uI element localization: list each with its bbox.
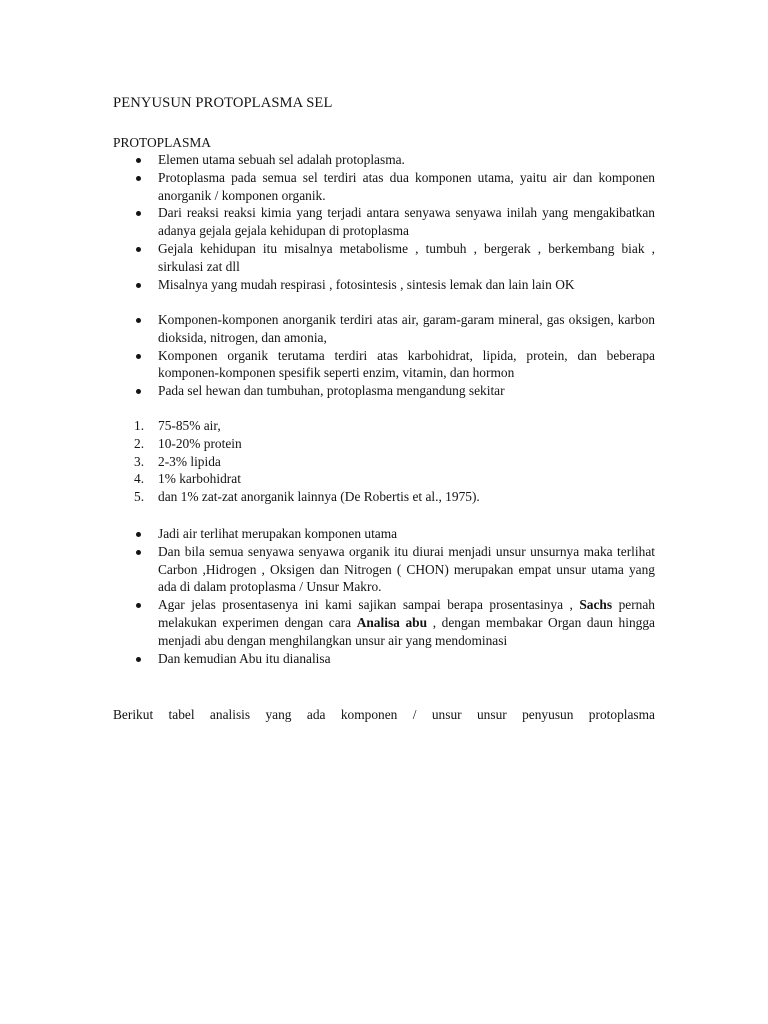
list-item: Komponen organik terutama terdiri atas karbohidrat, lipida, protein, dan beberapa komponen-komponen spesifik seperti enzim, vitamin, dan hormon <box>113 347 655 383</box>
numbered-list-container <box>113 417 655 506</box>
item-text: Agar jelas prosentasenya ini kami sajikan sampai berapa prosentasinya , <box>158 597 573 613</box>
item-number: 5. <box>134 489 145 505</box>
bullet-list-2-container <box>113 311 655 400</box>
item-text: , dengan membakar Organ daun hingga menjadi abu dengan menghilangkan unsur air yang mendominasi <box>158 614 655 648</box>
list-item: Jadi air terlihat merupakan komponen utama <box>113 525 655 543</box>
numbered-item <box>113 453 655 471</box>
list-item: Dari reaksi reaksi kimia yang terjadi antara senyawa senyawa inilah yang mengakibatkan adanya gejala gejala kehidupan di protoplasma <box>113 204 655 240</box>
closing-paragraph: Berikut tabel analisis yang ada komponen / unsur unsur penyusun protoplasma <box>113 707 655 722</box>
item-text: 10-20% protein <box>158 435 242 451</box>
list-item: Elemen utama sebuah sel adalah protoplasma. <box>113 151 655 169</box>
item-text: 75-85% air, <box>158 418 221 433</box>
list-item: Dan bila semua senyawa senyawa organik itu diurai menjadi unsur unsurnya maka terlihat Carbon ,Hidrogen , Oksigen dan Nitrogen ( CHON) merupakan empat unsur utama yang ada di dalam protoplasma / Unsur Makro. <box>113 543 655 596</box>
item-number: 3. <box>134 453 145 469</box>
section-heading: PROTOPLASMA <box>113 135 211 150</box>
list-item: Komponen-komponen anorganik terdiri atas air, garam-garam mineral, gas oksigen, karbon dioksida, nitrogen, dan amonia, <box>113 311 655 347</box>
bold-term-sachs: Sachs <box>579 597 613 613</box>
bullet-list-3-container <box>113 525 655 667</box>
list-item: Pada sel hewan dan tumbuhan, protoplasma mengandung sekitar <box>113 382 655 400</box>
bold-term-analisa-abu: Analisa abu <box>356 614 428 630</box>
item-number: 1. <box>134 418 145 433</box>
item-text: pernah melakukan experimen dengan cara <box>158 597 655 630</box>
numbered-item <box>113 470 655 488</box>
page-title: PENYUSUN PROTOPLASMA SEL <box>113 95 333 111</box>
item-number: 4. <box>134 471 145 487</box>
bullet-list-1-container <box>113 151 655 293</box>
list-item: Dan kemudian Abu itu dianalisa <box>113 650 655 668</box>
item-text: 1% karbohidrat <box>158 471 241 487</box>
item-number: 2. <box>134 435 145 451</box>
numbered-item <box>113 417 655 435</box>
list-item <box>113 596 655 649</box>
bullet-list-1 <box>113 151 655 293</box>
numbered-item <box>113 488 655 506</box>
item-text: dan 1% zat-zat anorganik lainnya (De Robertis et al., 1975). <box>158 489 480 505</box>
list-item: Gejala kehidupan itu misalnya metabolisme , tumbuh , bergerak , berkembang biak , sirkulasi zat dll <box>113 240 655 276</box>
list-item: Protoplasma pada semua sel terdiri atas dua komponen utama, yaitu air dan komponen anorganik / komponen organik. <box>113 169 655 205</box>
bullet-list-2 <box>113 311 655 400</box>
list-item: Misalnya yang mudah respirasi , fotosintesis , sintesis lemak dan lain lain OK <box>113 276 655 294</box>
numbered-list <box>113 417 655 506</box>
numbered-item <box>113 435 655 453</box>
item-text: 2-3% lipida <box>158 453 221 469</box>
bullet-list-3 <box>113 525 655 667</box>
